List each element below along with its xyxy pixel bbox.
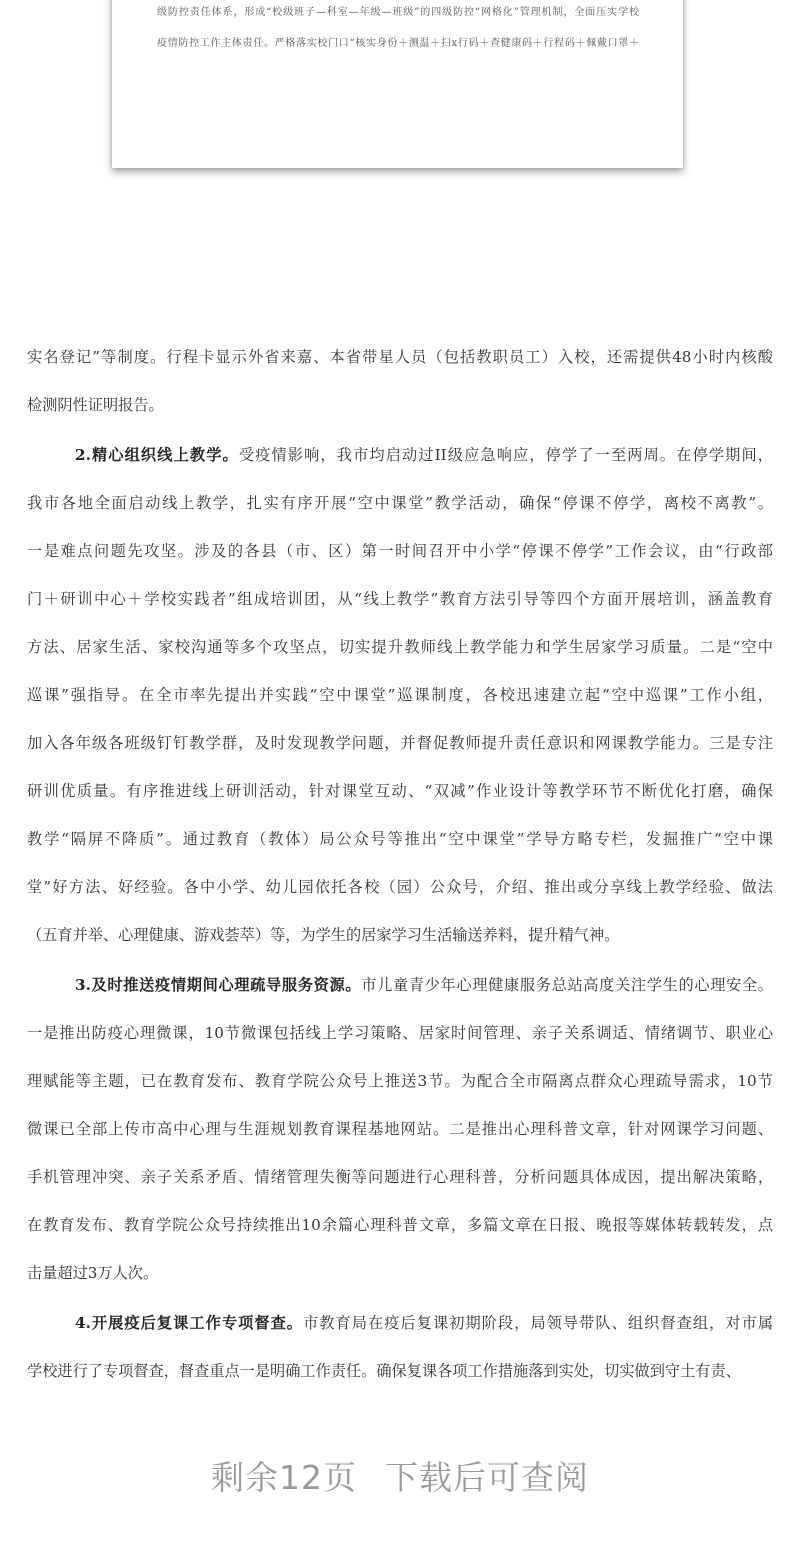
section-heading: 2.精心组织线上教学。 — [75, 446, 239, 464]
text-line — [75, 445, 773, 465]
line-text: 方法、居家生活、家校沟通等多个攻坚点，切实提升教师线上教学能力和学生居家学习质量。二是“空中 — [27, 638, 773, 656]
text-line — [27, 685, 773, 705]
text-line — [27, 541, 773, 561]
line-text: 加入各年级各班级钉钉教学群，及时发现教学问题，并督促教师提升责任意识和网课教学能力。三是专注 — [27, 734, 773, 752]
text-line — [27, 1167, 773, 1187]
text-line — [27, 347, 773, 367]
line-text: 堂”好方法、好经验。各中小学、幼儿园依托各校（园）公众号，介绍、推出或分享线上教学经验、做法 — [27, 878, 773, 896]
line-text: 巡课”强指导。在全市率先提出并实践“空中课堂”巡课制度，各校迅速建立起“空中巡课”工作小组， — [27, 686, 773, 704]
text-line — [27, 1263, 773, 1283]
text-line — [27, 493, 773, 513]
text-line — [27, 395, 773, 415]
text-line — [27, 1119, 773, 1139]
line-text: 我市各地全面启动线上教学，扎实有序开展“空中课堂”教学活动，确保“停课不停学，离校不离教”。 — [27, 494, 773, 512]
line-text: 学校进行了专项督查，督查重点一是明确工作责任。确保复课各项工作措施落到实处，切实做到守土有责、 — [27, 1362, 741, 1380]
line-text: 受疫情影响，我市均启动过II级应急响应，停学了一至两周。在停学期间， — [238, 446, 773, 464]
preview-line: 疫情防控工作主体责任。严格落实校门口“核实身份＋测温＋扫x行码＋查健康码＋行程码＋佩戴口罩＋ — [157, 38, 639, 49]
line-text: 实名登记”等制度。行程卡显示外省来嘉、本省带星人员（包括教职员工）入校，还需提供48小时内核酸 — [27, 348, 773, 366]
line-text: 在教育发布、教育学院公众号持续推出10余篇心理科普文章，多篇文章在日报、晚报等媒体转载转发，点 — [27, 1216, 773, 1234]
text-line — [75, 1313, 773, 1333]
line-text: 市儿童青少年心理健康服务总站高度关注学生的心理安全。 — [361, 976, 773, 994]
section-heading: 3.及时推送疫情期间心理疏导服务资源。 — [75, 976, 362, 994]
line-text: 研训优质量。有序推进线上研训活动，针对课堂互动、“双减”作业设计等教学环节不断优化打磨，确保 — [27, 782, 773, 800]
line-text: 微课已全部上传市高中心理与生涯规划教育课程基地网站。二是推出心理科普文章，针对网课学习问题、 — [27, 1120, 773, 1138]
text-line — [27, 877, 773, 897]
text-line — [27, 925, 773, 945]
text-line — [27, 1215, 773, 1235]
text-line — [27, 829, 773, 849]
text-line — [27, 1071, 773, 1091]
line-text: 一是推出防疫心理微课，10节微课包括线上学习策略、居家时间管理、亲子关系调适、情绪调节、职业心 — [27, 1024, 773, 1042]
text-line — [27, 589, 773, 609]
line-text: 教学“隔屏不降质”。通过教育（教体）局公众号等推出“空中课堂”学导方略专栏，发掘推广“空中课 — [27, 830, 773, 848]
page-preview-card — [112, 0, 683, 168]
section-heading: 4.开展疫后复课工作专项督查。 — [75, 1314, 304, 1332]
text-line — [27, 781, 773, 801]
text-line — [27, 733, 773, 753]
line-text: （五育并举、心理健康、游戏荟萃）等，为学生的居家学习生活输送养料，提升精气神。 — [27, 926, 620, 944]
line-text: 市教育局在疫后复课初期阶段，局领导带队、组织督查组，对市属 — [303, 1314, 774, 1332]
text-line — [27, 1361, 773, 1381]
line-text: 门＋研训中心＋学校实践者”组成培训团，从“线上教学”教育方法引导等四个方面开展培训，涵盖教育 — [27, 590, 773, 608]
remaining-pages-text: 剩余12页 — [211, 1458, 357, 1497]
preview-line: 级防控责任体系，形成“校级班子—科室—年级—班级”的四级防控“网格化”管理机制，全面压实学校 — [157, 7, 639, 18]
download-prompt[interactable] — [0, 1452, 800, 1499]
text-line — [75, 975, 773, 995]
line-text: 理赋能等主题，已在教育发布、教育学院公众号上推送3节。为配合全市隔离点群众心理疏导需求，10节 — [27, 1072, 773, 1090]
text-line — [27, 1023, 773, 1043]
download-to-view-text: 下载后可查阅 — [385, 1458, 589, 1497]
line-text: 检测阴性证明报告。 — [27, 396, 164, 414]
line-text: 击量超过3万人次。 — [27, 1264, 159, 1282]
line-text: 一是难点问题先攻坚。涉及的各县（市、区）第一时间召开中小学“停课不停学”工作会议，由“行政部 — [27, 542, 773, 560]
line-text: 手机管理冲突、亲子关系矛盾、情绪管理失衡等问题进行心理科普，分析问题具体成因，提出解决策略， — [27, 1168, 773, 1186]
text-line — [27, 637, 773, 657]
